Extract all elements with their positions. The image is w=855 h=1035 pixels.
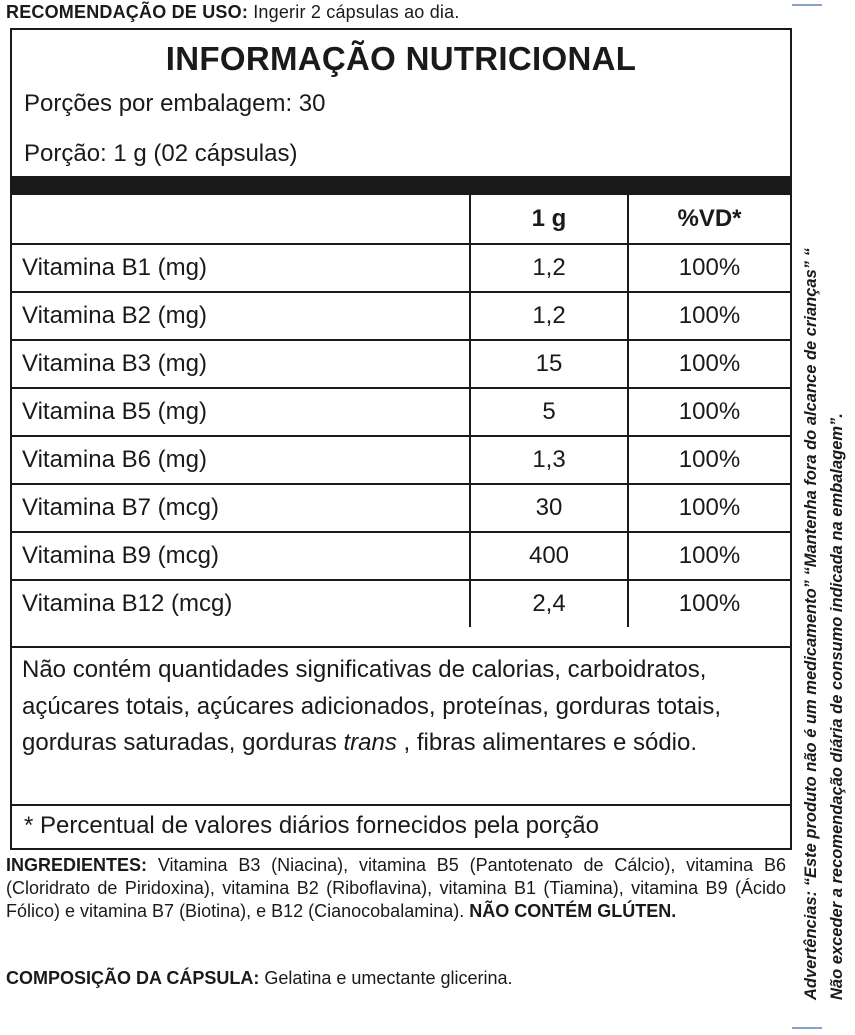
nutrient-dv: 100% [628, 436, 790, 484]
nutrient-dv: 100% [628, 532, 790, 580]
header-dv: %VD* [628, 195, 790, 244]
ingredients-text: Vitamina B3 (Niacina), vitamina B5 (Pantotenato de Cálcio), vitamina B6 (Cloridrato de Piridoxina), vitamina B2 (Riboflavina), vitamina B1 (Tiamina), vitamina B9 (Ácido Fólico) e vitamina B7 (Biotina), e B12 (Cianocobalamina). [6, 855, 786, 921]
header-blank-cell [12, 195, 470, 244]
nutrient-amount: 30 [470, 484, 628, 532]
capsule-composition-label: COMPOSIÇÃO DA CÁPSULA: [6, 968, 260, 988]
nutrient-name: Vitamina B7 (mcg) [12, 484, 470, 532]
corner-tick-bottom [792, 1027, 822, 1029]
nutrient-dv: 100% [628, 340, 790, 388]
table-header-row [12, 195, 790, 244]
table-row [12, 340, 790, 388]
usage-recommendation-text: Ingerir 2 cápsulas ao dia. [253, 2, 460, 22]
nutrient-name: Vitamina B3 (mg) [12, 340, 470, 388]
nutrient-amount: 15 [470, 340, 628, 388]
not-significant-text-1: Não contém quantidades significativas de calorias, carboidratos, açúcares totais, açúcares adicionados, proteínas, gorduras totais, gorduras saturadas, gorduras [22, 656, 722, 756]
table-row [12, 244, 790, 292]
nutrient-amount: 1,3 [470, 436, 628, 484]
table-row [12, 292, 790, 340]
table-row [12, 580, 790, 627]
nutrient-dv: 100% [628, 580, 790, 627]
not-significant-trans: trans [343, 729, 397, 756]
ingredients-label: INGREDIENTES: [6, 855, 148, 875]
table-row [12, 532, 790, 580]
nutrient-name: Vitamina B12 (mcg) [12, 580, 470, 627]
nutrient-dv: 100% [628, 244, 790, 292]
not-significant-note [12, 646, 790, 762]
servings-per-package: Porções por embalagem: 30 [24, 90, 326, 117]
corner-tick-top [792, 4, 822, 6]
nutrient-name: Vitamina B6 (mg) [12, 436, 470, 484]
warnings-line-2: Não exceder a recomendação diária de consumo indicada na embalagem”. [828, 413, 846, 1000]
nutrient-amount: 2,4 [470, 580, 628, 627]
warnings-vertical [798, 10, 854, 1000]
gluten-free-notice: NÃO CONTÉM GLÚTEN. [469, 901, 677, 921]
nutrient-dv: 100% [628, 388, 790, 436]
nutrient-amount: 1,2 [470, 292, 628, 340]
nutrient-name: Vitamina B1 (mg) [12, 244, 470, 292]
nutrition-facts-box [10, 28, 792, 850]
table-row [12, 436, 790, 484]
serving-size: Porção: 1 g (02 cápsulas) [24, 140, 298, 167]
nutrient-dv: 100% [628, 292, 790, 340]
table-row [12, 388, 790, 436]
capsule-composition-text: Gelatina e umectante glicerina. [264, 968, 513, 988]
nutrient-dv: 100% [628, 484, 790, 532]
nutrient-amount: 400 [470, 532, 628, 580]
nutrient-name: Vitamina B5 (mg) [12, 388, 470, 436]
nutrient-name: Vitamina B2 (mg) [12, 292, 470, 340]
nutrition-table [12, 195, 790, 627]
thick-divider [12, 176, 790, 195]
usage-recommendation [6, 2, 460, 23]
table-row [12, 484, 790, 532]
not-significant-text-2: , fibras alimentares e sódio. [396, 729, 698, 756]
nutrient-amount: 5 [470, 388, 628, 436]
capsule-composition [6, 968, 513, 989]
warnings-line-1: Advertências: “Este produto não é um medicamento” “Mantenha fora do alcance de crianças” “ [802, 248, 820, 1000]
dv-footnote: * Percentual de valores diários fornecidos pela porção [12, 804, 790, 850]
nutrient-name: Vitamina B9 (mcg) [12, 532, 470, 580]
nutrient-amount: 1,2 [470, 244, 628, 292]
header-amount: 1 g [470, 195, 628, 244]
ingredients [6, 854, 786, 923]
nutrition-title: INFORMAÇÃO NUTRICIONAL [165, 40, 637, 77]
usage-recommendation-label: RECOMENDAÇÃO DE USO: [6, 2, 249, 22]
